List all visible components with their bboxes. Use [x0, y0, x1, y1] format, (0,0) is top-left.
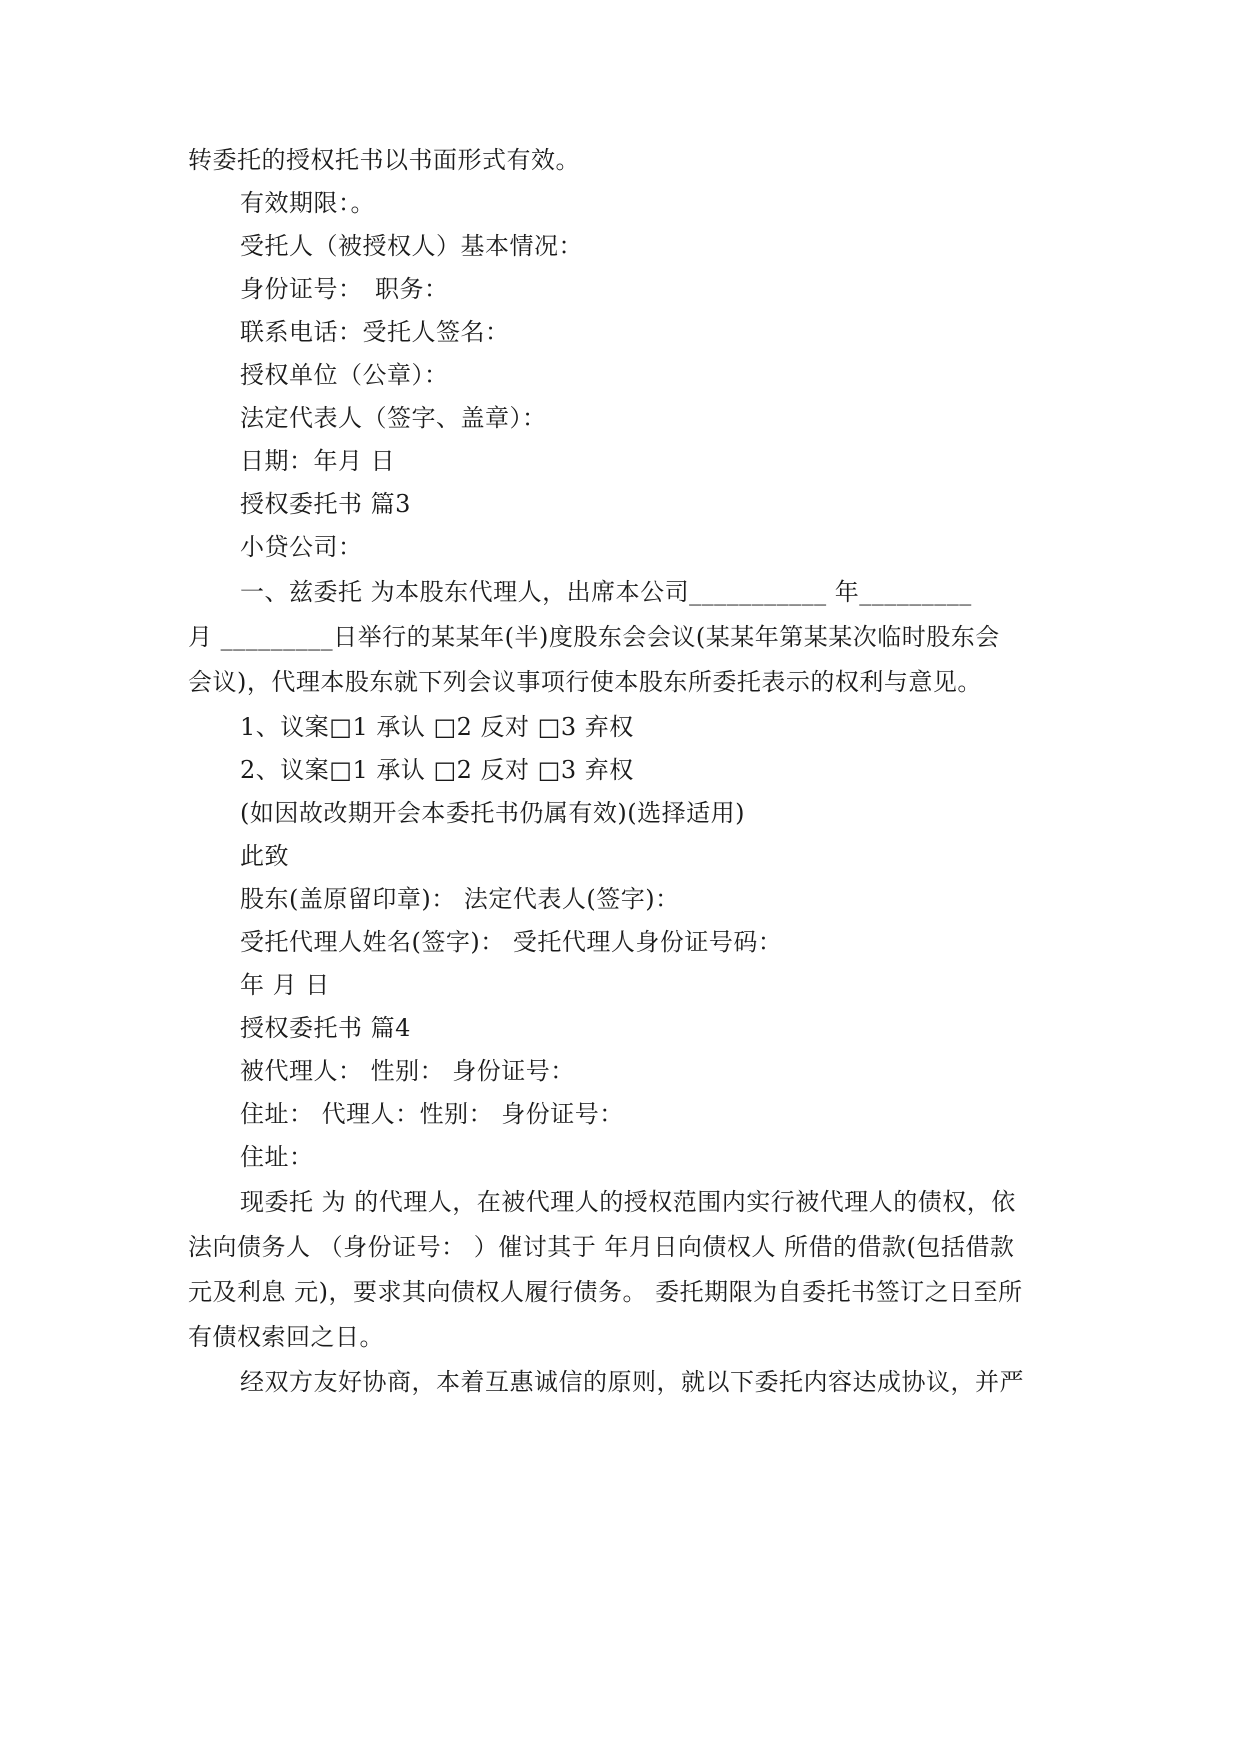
text-line: 年 月 日 — [240, 971, 330, 999]
section-heading: 授权委托书 篇4 — [240, 1014, 411, 1042]
text-line: 转委托的授权托书以书面形式有效。 — [188, 146, 580, 174]
text-line: 受托代理人姓名(签字)： 受托代理人身份证号码： — [240, 928, 783, 956]
text-line: 现委托 为 的代理人，在被代理人的授权范围内实行被代理人的债权，依 — [240, 1188, 1016, 1216]
text-line: 住址： — [240, 1143, 314, 1171]
text-line: (如因故改期开会本委托书仍属有效)(选择适用) — [240, 799, 745, 827]
text-line: 身份证号： 职务： — [240, 275, 449, 303]
text-line: 一、兹委托 为本股东代理人，出席本公司___________ 年_________ — [240, 578, 972, 606]
text-line: 联系电话：受托人签名： — [240, 318, 510, 346]
text-line: 股东(盖原留印章)： 法定代表人(签字)： — [240, 885, 680, 913]
text-line: 月 _________日举行的某某年(半)度股东会会议(某某年第某某次临时股东会 — [188, 623, 1000, 651]
text-line: 2、议案□1 承认 □2 反对 □3 弃权 — [240, 756, 634, 784]
text-line: 会议)，代理本股东就下列会议事项行使本股东所委托表示的权利与意见。 — [188, 668, 982, 696]
text-line: 有债权索回之日。 — [188, 1323, 384, 1351]
section-heading: 授权委托书 篇3 — [240, 490, 411, 518]
text-line: 住址： 代理人：性别： 身份证号： — [240, 1100, 624, 1128]
text-line: 受托人（被授权人）基本情况： — [240, 232, 583, 260]
text-line: 小贷公司： — [240, 533, 363, 561]
text-line: 被代理人： 性别： 身份证号： — [240, 1057, 575, 1085]
text-line: 1、议案□1 承认 □2 反对 □3 弃权 — [240, 713, 634, 741]
text-line: 授权单位（公章）： — [240, 361, 449, 389]
text-line: 日期：年月 日 — [240, 447, 396, 475]
text-line: 经双方友好协商，本着互惠诚信的原则，就以下委托内容达成协议，并严 — [240, 1368, 1024, 1396]
text-line: 元及利息 元)，要求其向债权人履行债务。 委托期限为自委托书签订之日至所 — [188, 1278, 1023, 1306]
text-line: 法向债务人 （身份证号： ）催讨其于 年月日向债权人 所借的借款(包括借款 — [188, 1233, 1015, 1261]
text-line: 此致 — [240, 842, 289, 870]
text-line: 有效期限：。 — [240, 189, 375, 217]
text-line: 法定代表人（签字、盖章）： — [240, 404, 547, 432]
